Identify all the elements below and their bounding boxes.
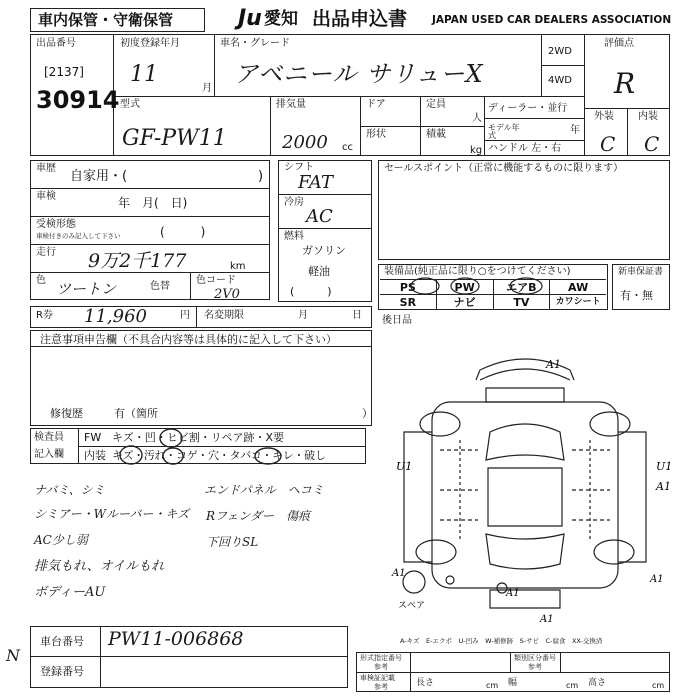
recycle-value: 11,960 xyxy=(84,306,147,327)
inspector-label-2: 記入欄 xyxy=(34,449,64,460)
width-label: 幅 xyxy=(508,678,518,688)
inspector-note-2a: シミアー・Wルーバー・キズ xyxy=(34,507,190,521)
inspection-value: 年 月( 日) xyxy=(118,196,188,210)
equip-airbag: エアB xyxy=(494,280,551,295)
inspection-label: 車検 xyxy=(36,191,56,202)
class-ref: 参考 xyxy=(528,663,542,671)
damage-legend: A-キズ E-エクボ U-凹み W-補修跡 S-サビ C-腐食 XX-交換済 xyxy=(400,637,603,645)
inspector-row1: キズ・凹・ヒビ割・リペア跡・X要 xyxy=(112,431,285,444)
inspector-row2-tag: 内装 xyxy=(84,449,106,462)
height-unit: cm xyxy=(652,681,665,690)
damage-mark-4: A1 xyxy=(656,480,671,493)
equip-tv: TV xyxy=(494,295,551,310)
damage-mark-8: A1 xyxy=(506,588,520,599)
fuel-diesel: 軽油 xyxy=(308,265,330,278)
model-year-label: モデル年式 xyxy=(488,123,520,140)
color-value: ツートン xyxy=(56,280,117,298)
storage-label: 車内保管・守衛保管 xyxy=(38,11,174,29)
lot-number-label: 出品番号 xyxy=(36,38,76,49)
exterior-label: 外装 xyxy=(594,111,614,122)
sheet-title: 出品申込書 xyxy=(312,8,408,30)
recycle-unit: 円 xyxy=(180,310,190,321)
spare-label: スペア xyxy=(398,601,426,611)
inspection-type-label: 受検形態 xyxy=(36,219,76,230)
damage-mark-2: U1 xyxy=(396,460,413,473)
ac-label: 冷房 xyxy=(284,197,304,208)
equip-pw: PW xyxy=(437,280,494,295)
model-value: GF-PW11 xyxy=(122,126,227,151)
chassis-label: 車台番号 xyxy=(40,635,84,648)
inspector-note-2b: Rフェンダー 傷痕 xyxy=(206,509,310,523)
length-unit: cm xyxy=(486,681,499,690)
first-registration-label: 初度登録年月 xyxy=(120,38,180,49)
inspection-type-paren: ( ) xyxy=(160,225,206,239)
capacity-unit: 人 xyxy=(472,113,482,124)
repair-history-label: 修復歴 xyxy=(50,407,83,420)
fuel-paren: ( ) xyxy=(290,285,332,298)
damage-mark-7: A1 xyxy=(540,614,554,625)
equip-aw: AW xyxy=(568,281,589,294)
inspector-note-3b: 下回りSL xyxy=(206,535,259,549)
width-unit: cm xyxy=(566,681,579,690)
model-label: 型式 xyxy=(120,99,140,110)
damage-mark-3: U1 xyxy=(656,460,673,473)
door-label: ドア xyxy=(366,99,386,110)
fuel-label: 燃料 xyxy=(284,231,304,242)
usage-close: ) xyxy=(258,169,264,184)
aftermarket-label: 後日品 xyxy=(382,315,412,326)
displacement-value: 2000 xyxy=(282,132,328,153)
chassis-value: PW11-006868 xyxy=(108,628,244,650)
usage-label: 車歴 xyxy=(36,163,56,174)
interior-value: C xyxy=(644,132,660,156)
damage-mark-6: A1 xyxy=(650,574,664,585)
score-value: R xyxy=(614,67,636,100)
color-code-value: 2V0 xyxy=(214,287,240,302)
damage-mark-5: A1 xyxy=(392,568,406,579)
equipment-label: 装備品(純正品に限り○をつけてください) xyxy=(384,266,571,277)
mileage-label: 走行 xyxy=(36,247,56,258)
logo-mark: Ju xyxy=(238,6,262,31)
deadline-label: 名変期限 xyxy=(204,310,244,321)
association-name: JAPAN USED CAR DEALERS ASSOCIATION xyxy=(432,14,672,26)
size-label: 車検証記載 xyxy=(360,674,395,682)
lot-number: 30914 xyxy=(36,86,120,114)
registration-label: 登録番号 xyxy=(40,665,84,678)
notes-label: 注意事項申告欄（不具合内容等は具体的に記入して下さい） xyxy=(40,333,337,346)
shift-value: FAT xyxy=(298,172,333,193)
deadline-day: 日 xyxy=(352,310,362,321)
car-name-value: アベニール サリューX xyxy=(234,60,484,88)
score-label: 評価点 xyxy=(604,38,634,49)
type-cert-label: 形式指定番号 xyxy=(360,654,402,662)
import-type: ディーラー・並行 xyxy=(488,103,568,114)
warranty-value: 有・無 xyxy=(620,289,653,302)
shape-label: 形状 xyxy=(366,129,386,140)
color-label: 色 xyxy=(36,275,46,286)
drive-2wd: 2WD xyxy=(548,46,572,57)
inspector-note-5: ボディーAU xyxy=(34,585,106,600)
repair-history-close: ） xyxy=(362,407,373,420)
sales-point-label: セールスポイント（正常に機能するものに限ります） xyxy=(384,163,624,174)
inspector-note-1a: ナバミ、シミ xyxy=(34,483,105,497)
inspector-row1-tag: FW xyxy=(84,431,102,444)
car-name-label: 車名・グレード xyxy=(220,38,290,49)
drive-4wd: 4WD xyxy=(548,75,572,86)
inspector-label-1: 検査員 xyxy=(34,432,64,443)
equip-leather: カワシート xyxy=(555,297,601,307)
warranty-label: 新車保証書 xyxy=(618,267,664,277)
fuel-gas: ガソリン xyxy=(302,244,346,257)
logo-region: 愛知 xyxy=(264,9,298,29)
equip-navi: ナビ xyxy=(437,295,494,310)
size-ref: 参考 xyxy=(374,683,388,691)
car-damage-diagram xyxy=(380,340,673,630)
displacement-label: 排気量 xyxy=(276,99,306,110)
load-unit: kg xyxy=(470,145,483,156)
inspector-note-4: 排気もれ、オイルもれ xyxy=(34,559,165,574)
class-label: 類別区分番号 xyxy=(514,654,556,662)
inspector-note-1b: エンドパネル ヘコミ xyxy=(204,483,324,497)
first-registration-value: 11 xyxy=(130,62,158,87)
damage-mark-1: A1 xyxy=(546,358,561,371)
load-label: 積載 xyxy=(426,129,446,140)
year-unit: 年 xyxy=(570,125,580,136)
equip-sr: SR xyxy=(380,295,437,310)
month-unit: 月 xyxy=(202,83,212,94)
ac-value: AC xyxy=(306,206,333,227)
recycle-label: R券 xyxy=(36,310,53,321)
repair-history-value: 有（箇所 xyxy=(114,407,158,420)
margin-mark: N xyxy=(6,646,20,665)
interior-label: 内装 xyxy=(638,111,658,122)
inspection-type-note: 車検付きのみ記入して下さい xyxy=(36,232,121,240)
height-label: 高さ xyxy=(588,678,607,688)
inspector-note-3a: AC少し弱 xyxy=(34,533,88,547)
shift-label: シフト xyxy=(284,162,314,173)
inspector-row2: キズ・汚れ・コゲ・穴・タバコ・キレ・破し xyxy=(112,449,326,462)
exterior-value: C xyxy=(600,132,616,156)
length-label: 長さ xyxy=(416,678,435,688)
color-change-label: 色替 xyxy=(150,281,170,292)
mileage-value: 9万2千177 xyxy=(88,250,187,272)
equip-ps: PS xyxy=(380,280,437,295)
capacity-label: 定員 xyxy=(426,99,446,110)
deadline-month: 月 xyxy=(298,310,308,321)
type-cert-ref: 参考 xyxy=(374,663,388,671)
handle-side: ハンドル 左・右 xyxy=(488,143,562,154)
displacement-unit: cc xyxy=(342,142,353,153)
usage-value: 自家用・( xyxy=(70,169,128,184)
lot-code: [2137] xyxy=(44,65,84,79)
mileage-unit: km xyxy=(230,261,246,272)
color-code-label: 色コード xyxy=(196,275,236,286)
